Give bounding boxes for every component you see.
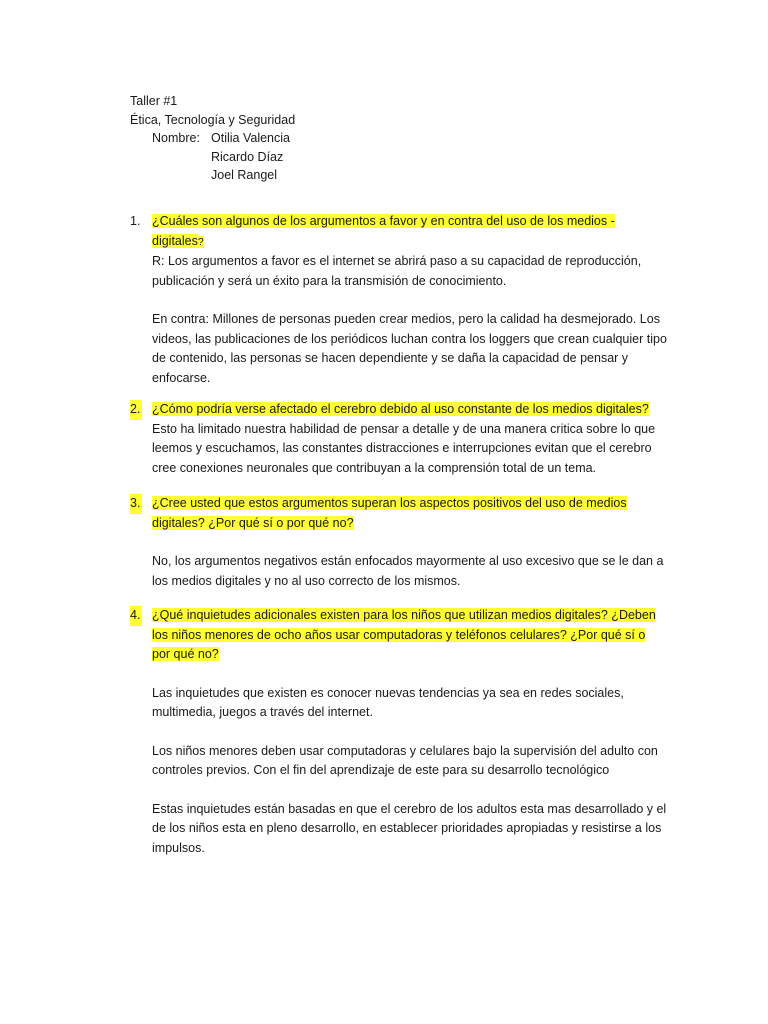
question-3-line-1: ¿Cree usted que estos argumentos superan los aspectos positivos del uso de medios xyxy=(152,496,627,510)
question-4-line-3: por qué no? xyxy=(152,647,219,661)
question-2-line-1: ¿Cómo podría verse afectado el cerebro debido al uso constante de los medios digitales? xyxy=(152,402,649,416)
answer-4-paragraph-2: Los niños menores deben usar computadoras y celulares bajo la supervisión del adulto con controles previos. Con el fin del aprendizaje de este para su desarrollo tecnológico xyxy=(152,743,658,777)
names-block xyxy=(130,129,295,185)
document-header xyxy=(130,92,295,185)
answer-4-paragraph-1: Las inquietudes que existen es conocer nuevas tendencias ya sea en redes sociales, multimedia, juegos a través del internet. xyxy=(152,685,624,719)
question-1-mark: ? xyxy=(197,235,204,248)
question-3-line-2: digitales? ¿Por qué sí o por qué no? xyxy=(152,515,354,530)
question-text-2 xyxy=(152,400,672,420)
answer-1-paragraph-2: En contra: Millones de personas pueden crear medios, pero la calidad ha desmejorado. Los videos, las publicaciones de los periódicos luchan contra los loggers que crean cualquier tipo de contenido, las personas se hacen dependiente y se daña la capacidad de pensar y enfocarse. xyxy=(152,312,667,385)
question-1-line-2: digitales xyxy=(152,233,198,248)
answer-1-paragraph-1: R: Los argumentos a favor es el internet se abrirá paso a su capacidad de reproducción, publicación y será un éxito para la transmisión de conocimiento. xyxy=(152,254,642,288)
question-block-3 xyxy=(130,494,670,591)
question-4-line-1: ¿Qué inquietudes adicionales existen para los niños que utilizan medios digitales? ¿Deben xyxy=(152,608,656,622)
student-name-1: Otilia Valencia xyxy=(211,131,290,145)
question-number-2: 2. xyxy=(130,400,142,420)
student-name-2: Ricardo Díaz xyxy=(211,149,284,164)
question-text-1 xyxy=(152,212,672,252)
question-text-4 xyxy=(152,606,672,665)
answer-2-paragraph-1: Esto ha limitado nuestra habilidad de pensar a detalle y de una manera critica sobre lo que leemos y escuchamos, las constantes distracciones e interrupciones evitan que el cerebro cree conexiones neuronales que contribuyan a la comprensión total de un tema. xyxy=(152,421,656,475)
question-4-line-2: los niños menores de ocho años usar computadoras y teléfonos celulares? ¿Por qué sí o xyxy=(152,627,646,642)
answer-3-paragraph-1: No, los argumentos negativos están enfocados mayormente al uso excesivo que se le dan a los medios digitales y no al uso correcto de los mismos. xyxy=(152,554,664,588)
name-label: Nombre: xyxy=(152,131,200,145)
question-text-3 xyxy=(152,494,672,533)
question-block-2 xyxy=(130,400,670,478)
question-number-1: 1. xyxy=(130,214,141,228)
question-1-line-1: ¿Cuáles son algunos de los argumentos a favor y en contra del uso de los medios - xyxy=(152,214,615,228)
student-name-3: Joel Rangel xyxy=(211,168,278,182)
answer-4-paragraph-3: Estas inquietudes están basadas en que el cerebro de los adultos esta mas desarrollado y el de los niños esta en pleno desarrollo, en establecer prioridades apropiadas y resistirse a los impulsos. xyxy=(152,801,667,855)
document-title: Taller #1 xyxy=(130,94,178,108)
question-number-4: 4. xyxy=(130,606,142,626)
question-number-3: 3. xyxy=(130,494,142,514)
question-block-1 xyxy=(130,212,670,388)
document-subject: Ética, Tecnología y Seguridad xyxy=(130,112,296,127)
question-block-4 xyxy=(130,606,670,858)
